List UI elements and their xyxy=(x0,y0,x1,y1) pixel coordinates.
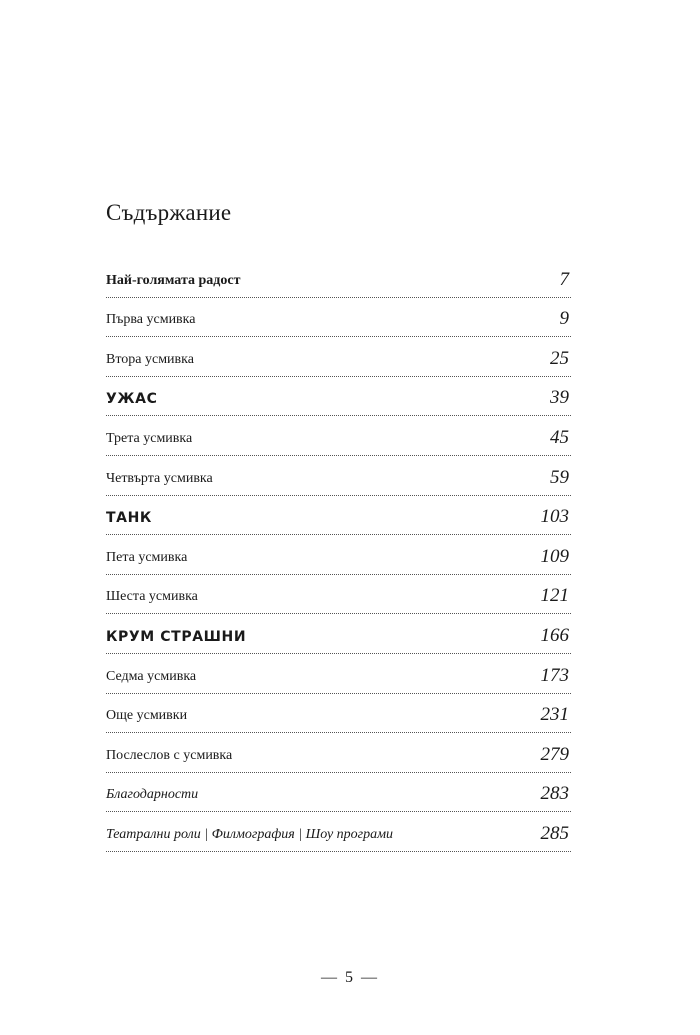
toc-entry[interactable] xyxy=(106,773,571,813)
toc-entry-page: 45 xyxy=(550,426,569,448)
toc-entry[interactable] xyxy=(106,496,571,536)
toc-entry-label: Трета усмивка xyxy=(106,430,193,446)
toc-entry-label: Четвърта усмивка xyxy=(106,470,213,486)
toc-entry[interactable] xyxy=(106,298,571,338)
toc-entry-label: ТАНК xyxy=(106,510,152,527)
toc-entry-label: Седма усмивка xyxy=(106,668,197,684)
toc-entry-page: 166 xyxy=(540,624,569,646)
toc-entry-page: 121 xyxy=(540,585,569,607)
toc-entry[interactable] xyxy=(106,694,571,734)
toc-entry-page: 9 xyxy=(559,308,569,330)
toc-entry[interactable] xyxy=(106,575,571,615)
table-of-contents xyxy=(106,258,571,852)
toc-entry-page: 25 xyxy=(550,347,569,369)
toc-entry-label: УЖАС xyxy=(106,391,158,408)
toc-entry[interactable] xyxy=(106,377,571,417)
toc-entry[interactable] xyxy=(106,614,571,654)
toc-title: Съдържание xyxy=(106,200,232,225)
toc-entry-label: КРУМ СТРАШНИ xyxy=(106,628,247,645)
toc-entry-label: Благодарности xyxy=(106,787,199,803)
toc-entry-page: 39 xyxy=(550,387,569,409)
toc-entry-page: 109 xyxy=(540,545,569,567)
toc-entry[interactable] xyxy=(106,416,571,456)
toc-entry[interactable] xyxy=(106,812,571,852)
toc-entry-label: Пета усмивка xyxy=(106,549,188,565)
toc-entry[interactable] xyxy=(106,337,571,377)
toc-entry-label: Театрални роли | Филмография | Шоу програми xyxy=(106,826,394,842)
toc-entry[interactable] xyxy=(106,733,571,773)
page-number: — 5 — xyxy=(321,969,379,986)
toc-entry[interactable] xyxy=(106,535,571,575)
toc-entry-page: 231 xyxy=(540,704,569,726)
toc-entry-label: Втора усмивка xyxy=(106,351,194,367)
toc-entry-page: 283 xyxy=(540,783,569,805)
toc-entry-label: Още усмивки xyxy=(106,708,188,724)
toc-entry-page: 279 xyxy=(540,743,569,765)
toc-entry-page: 285 xyxy=(540,822,569,844)
toc-entry-page: 173 xyxy=(540,664,569,686)
toc-entry-label: Послеслов с усмивка xyxy=(106,747,233,763)
toc-entry[interactable] xyxy=(106,258,571,298)
toc-entry[interactable] xyxy=(106,654,571,694)
toc-entry-label: Най-голямата радост xyxy=(106,272,241,288)
toc-entry[interactable] xyxy=(106,456,571,496)
toc-entry-label: Шеста усмивка xyxy=(106,589,198,605)
toc-entry-page: 103 xyxy=(540,506,569,528)
toc-entry-label: Първа усмивка xyxy=(106,312,196,328)
toc-entry-page: 59 xyxy=(550,466,569,488)
toc-entry-page: 7 xyxy=(559,268,569,290)
